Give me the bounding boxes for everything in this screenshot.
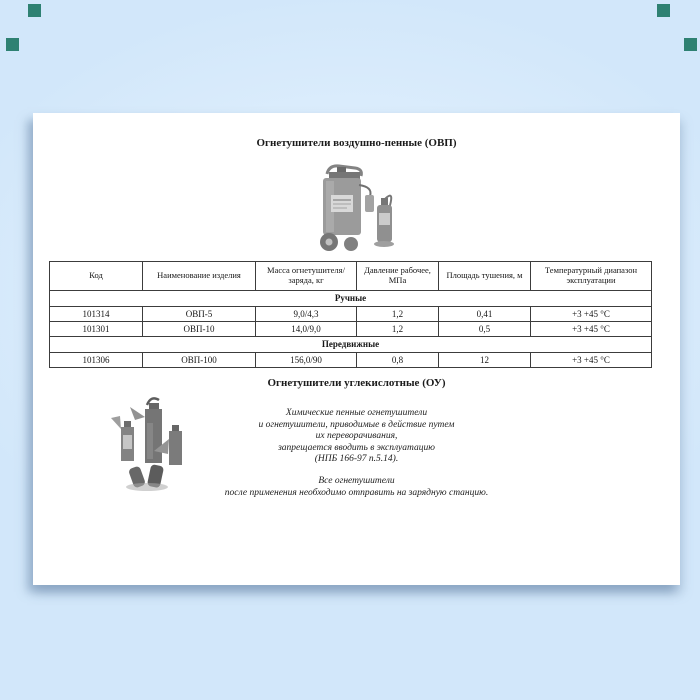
cell-code: 101301: [50, 322, 143, 337]
col-header-temperature: Температурный диапазон эксплуатации: [531, 262, 652, 291]
final-line: Все огнетушители: [318, 476, 395, 486]
section-label-manual: Ручные: [50, 291, 652, 307]
cell-temperature: +3 +45 °C: [531, 353, 652, 368]
cell-pressure: 0,8: [357, 353, 439, 368]
warning-line: запрещается вводить в эксплуатацию: [278, 442, 435, 453]
cell-code: 101314: [50, 307, 143, 322]
col-header-pressure: Давление рабочее, МПа: [357, 262, 439, 291]
cell-area: 12: [439, 353, 531, 368]
cell-mass: 14,0/9,0: [256, 322, 357, 337]
section-title-ovp: Огнетушители воздушно-пенные (ОВП): [256, 137, 457, 149]
corner-marker-left: [6, 38, 19, 51]
section-row-manual: [50, 291, 652, 307]
final-line: после применения необходимо отправить на зарядную станцию.: [224, 487, 489, 498]
cell-name: ОВП-10: [143, 322, 256, 337]
ovp-spec-table: [49, 261, 652, 368]
warning-line: и огнетушители, приводимые в действие путем: [258, 419, 455, 430]
corner-marker-right: [684, 38, 697, 51]
col-header-name: Наименование изделия: [143, 262, 256, 291]
cell-area: 0,5: [439, 322, 531, 337]
cell-mass: 156,0/90: [256, 353, 357, 368]
warning-line: (НПБ 166-97 п.5.14).: [314, 454, 399, 464]
table-header-row: [50, 262, 652, 291]
corner-marker-top-left: [28, 4, 41, 17]
col-header-code: Код: [50, 262, 143, 291]
cell-pressure: 1,2: [357, 322, 439, 337]
section-row-mobile: [50, 337, 652, 353]
table-row: [50, 307, 652, 322]
warning-note: [33, 408, 680, 466]
section-label-mobile: Передвижные: [50, 337, 652, 353]
cell-name: ОВП-100: [143, 353, 256, 368]
cell-area: 0,41: [439, 307, 531, 322]
table-row: [50, 322, 652, 337]
col-header-mass: Масса огнетушителя/ заряда, кг: [256, 262, 357, 291]
section-title-ou: Огнетушители углекислотные (ОУ): [267, 377, 446, 389]
corner-marker-top-right: [657, 4, 670, 17]
table-row: [50, 353, 652, 368]
ovp-extinguisher-illustration: [293, 163, 405, 257]
cell-mass: 9,0/4,3: [256, 307, 357, 322]
final-note: [33, 476, 680, 499]
document-page: [33, 113, 680, 585]
cell-temperature: +3 +45 °C: [531, 322, 652, 337]
cell-name: ОВП-5: [143, 307, 256, 322]
warning-line: их переворачивания,: [315, 431, 398, 441]
cell-temperature: +3 +45 °C: [531, 307, 652, 322]
warning-line: Химические пенные огнетушители: [285, 408, 428, 418]
cell-code: 101306: [50, 353, 143, 368]
ovp-extinguisher-photo: [293, 163, 405, 262]
col-header-area: Площадь тушения, м: [439, 262, 531, 291]
cell-pressure: 1,2: [357, 307, 439, 322]
